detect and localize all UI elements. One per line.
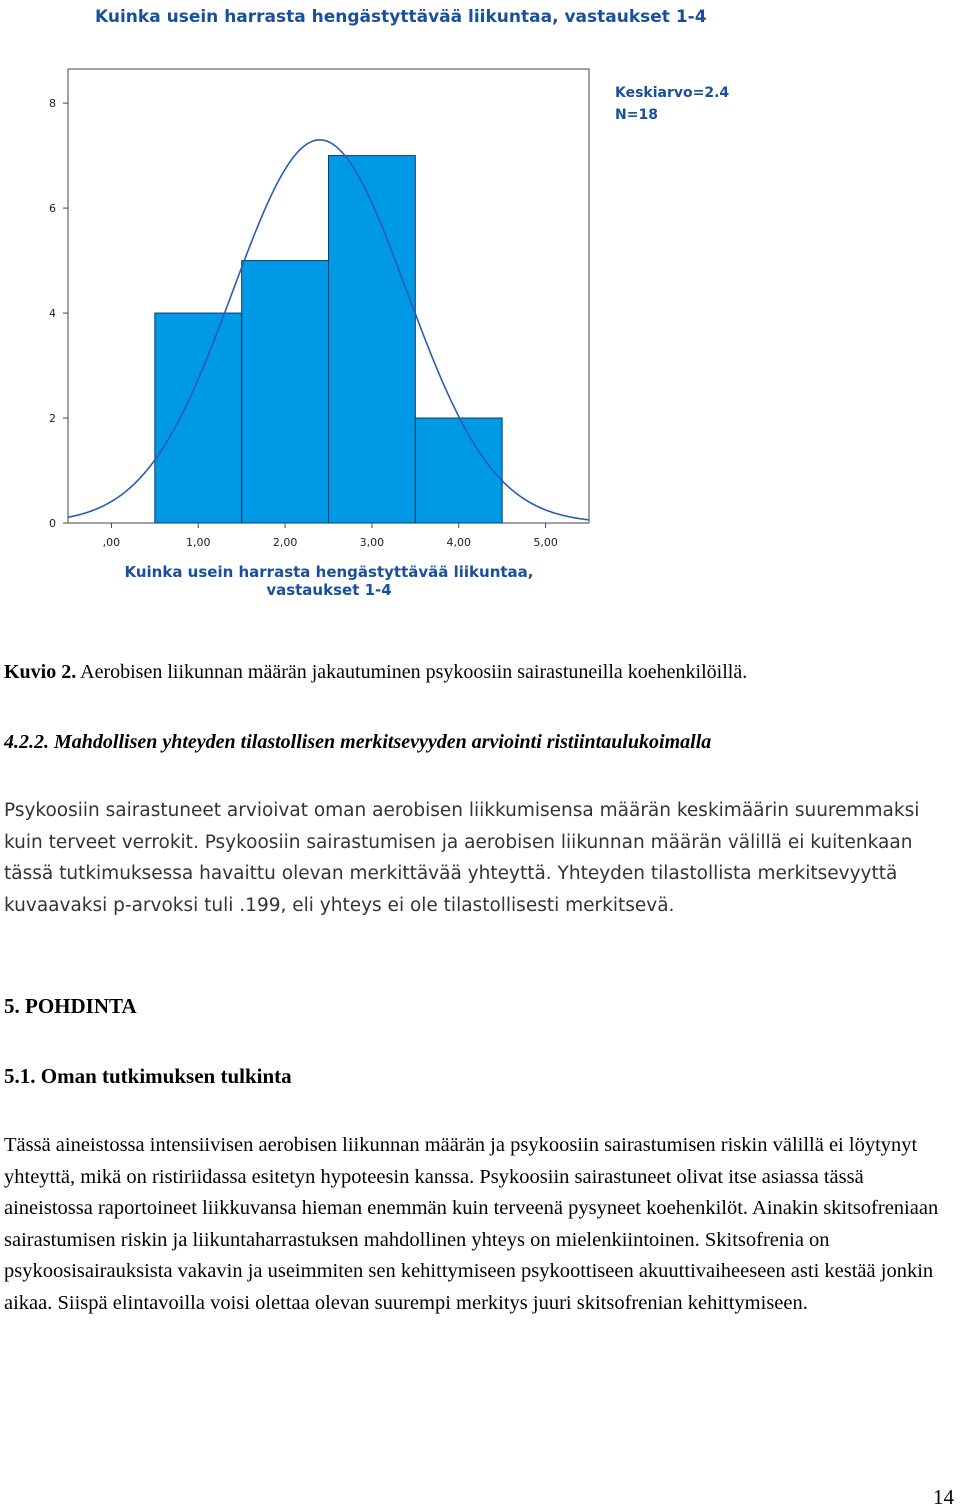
legend-mean: Keskiarvo=2.4	[615, 85, 730, 101]
y-tick-label: 2	[49, 412, 56, 426]
histogram-bar	[155, 313, 242, 523]
x-tick-label: 5,00	[533, 536, 558, 549]
x-tick-label: 3,00	[359, 536, 385, 549]
paragraph-results: Psykoosiin sairastuneet arvioivat oman aerobisen liikkumisensa määrän keskimäärin suuremmaksi kuin terveet verrokit. Psykoosiin sairastumisen ja aerobisen liikunnan määrän välillä ei kuitenkaan tässä tutkimuksessa havaittu olevan merkittävää yhteyttä. Yhteyden tilastollista merkitsevyyttä kuvaavaksi p-arvoksi tuli .199, eli yhteys ei ole tilastollisesti merkitsevä.	[4, 800, 920, 916]
x-tick-label: 1,00	[186, 536, 211, 549]
y-tick-label: 0	[49, 517, 56, 530]
histogram-bar	[242, 261, 329, 523]
y-tick-label: 6	[49, 202, 56, 216]
histogram-chart	[0, 0, 960, 620]
subsection-heading-interpretation: 5.1. Oman tutkimuksen tulkinta	[4, 1064, 292, 1088]
x-tick-label: 4,00	[446, 536, 471, 549]
y-axis	[49, 97, 68, 530]
paragraph-discussion: Tässä aineistossa intensiivisen aerobisen liikunnan määrän ja psykoosiin sairastumisen riskin välillä ei löytynyt yhteyttä, mikä on ristiriidassa esitetyn hypoteesin kanssa. Psykoosiin sairastuneet olivat itse asiassa tässä aineistossa raportoineet liikkuvansa hieman enemmän kuin terveenä pysyneet koehenkilöt. Ainakin skitsofreniaan sairastumisen riskin ja liikuntaharrastuksen mahdollinen yhteys on mielenkiintoinen. Skitsofrenia on psykoosisairauksista vakavin ja useimmiten sen kehittymiseen psykoottiseen akuuttivaiheeseen asti kestää jonkin aikaa. Siispä elintavoilla voisi olettaa olevan suurempi merkitys juuri skitsofrenian kehittymiseen.	[4, 1134, 939, 1314]
x-axis-label-line1: Kuinka usein harrasta hengästyttävää liikuntaa,	[124, 563, 534, 581]
y-tick-label: 4	[49, 307, 56, 321]
chart-title: Kuinka usein harrasta hengästyttävää liikuntaa, vastaukset 1-4	[95, 7, 707, 27]
y-tick-label: 8	[49, 97, 56, 111]
histogram-bar	[415, 418, 502, 523]
legend-n: N=18	[615, 107, 658, 123]
x-tick-label: 2,00	[272, 536, 298, 549]
section-heading: 5. POHDINTA	[4, 994, 137, 1018]
x-tick-label: ,00	[102, 536, 121, 549]
x-axis	[103, 523, 558, 549]
histogram-bar	[329, 156, 416, 523]
x-axis-label-line2: vastaukset 1-4	[266, 581, 392, 599]
subsection-heading: 4.2.2. Mahdollisen yhteyden tilastollisen merkitsevyyden arviointi ristiintaulukoimalla	[4, 731, 712, 753]
caption-label: Kuvio 2.	[4, 661, 77, 683]
histogram-bars	[155, 156, 502, 523]
figure-caption	[4, 658, 950, 686]
caption-text: Aerobisen liikunnan määrän jakautuminen psykoosiin sairastuneilla koehenkilöillä.	[76, 661, 748, 683]
page-number: 14	[933, 1485, 954, 1509]
